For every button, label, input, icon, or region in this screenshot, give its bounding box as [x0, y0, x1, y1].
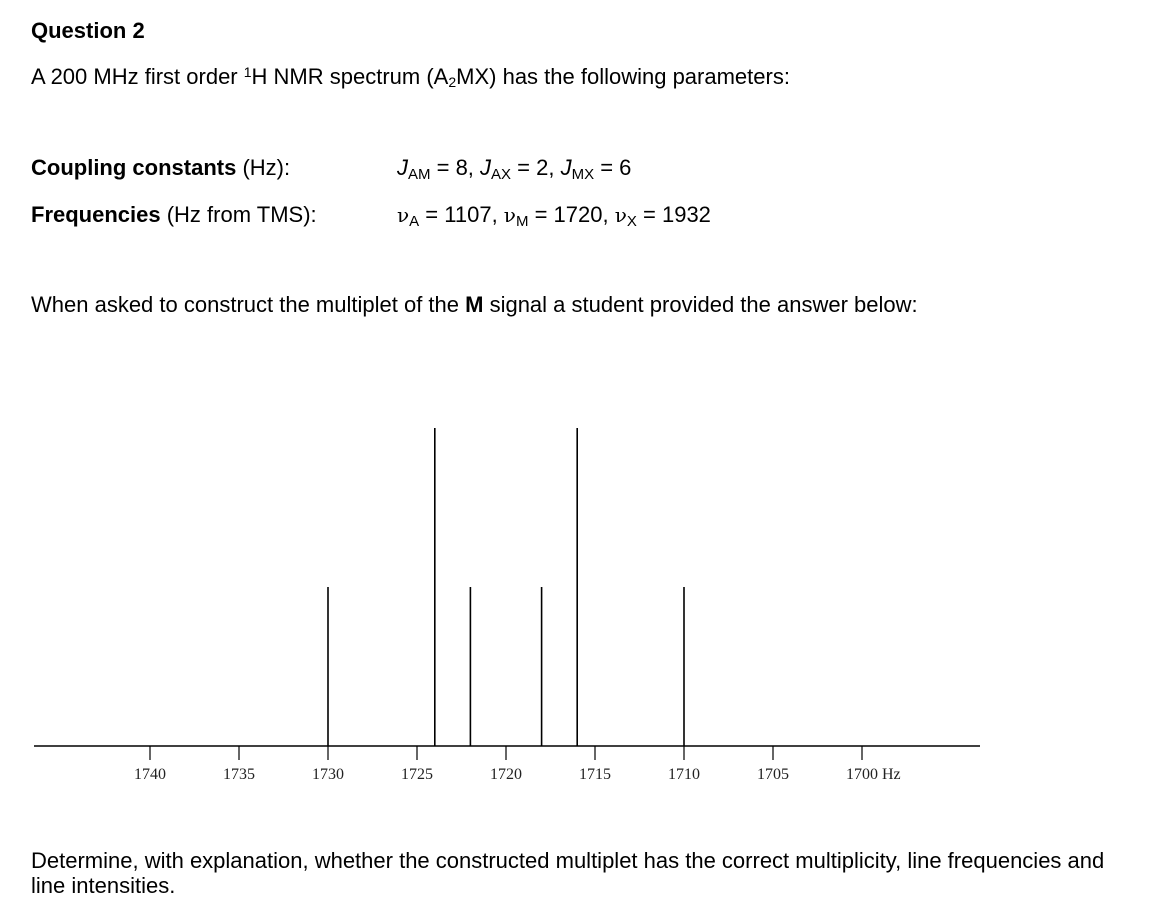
x-tick-label: 1705	[757, 766, 789, 783]
frequencies-label: Frequencies (Hz from TMS):	[31, 202, 317, 227]
x-tick-label: 1720	[490, 766, 522, 783]
coupling-constants-label: Coupling constants (Hz):	[31, 155, 291, 180]
question-intro: A 200 MHz first order $^1$H NMR spectrum $(A_2MX)$ has the following parameters:	[31, 64, 790, 90]
question-title: Question 2	[31, 18, 145, 43]
x-tick-label: 1725	[401, 766, 433, 783]
x-tick-label: 1740	[134, 766, 166, 783]
construct-multiplet-prompt: When asked to construct the multiplet of the M signal a student provided the answer below:	[31, 292, 918, 317]
multiplet-spectrum	[0, 400, 1152, 800]
spectrum-lines	[328, 428, 684, 746]
x-tick-label: 1715	[579, 766, 611, 783]
x-tick-label: 1730	[312, 766, 344, 783]
spectrum-axis	[34, 746, 980, 783]
question-task: Determine, with explanation, whether the constructed multiplet has the correct multiplicity, line frequencies and line intensities.	[31, 848, 1105, 898]
x-tick-label: 1700 Hz	[846, 766, 901, 783]
coupling-constants-value: $J_{AM} = 8$, $J_{AX} = 2$, $J_{MX} = 6$	[397, 155, 632, 183]
x-tick-label: 1710	[668, 766, 700, 783]
frequencies-value: $\nu_A = 1107$, $\nu_M = 1720$, $\nu_X = 1932$	[397, 202, 711, 230]
x-tick-label: 1735	[223, 766, 255, 783]
